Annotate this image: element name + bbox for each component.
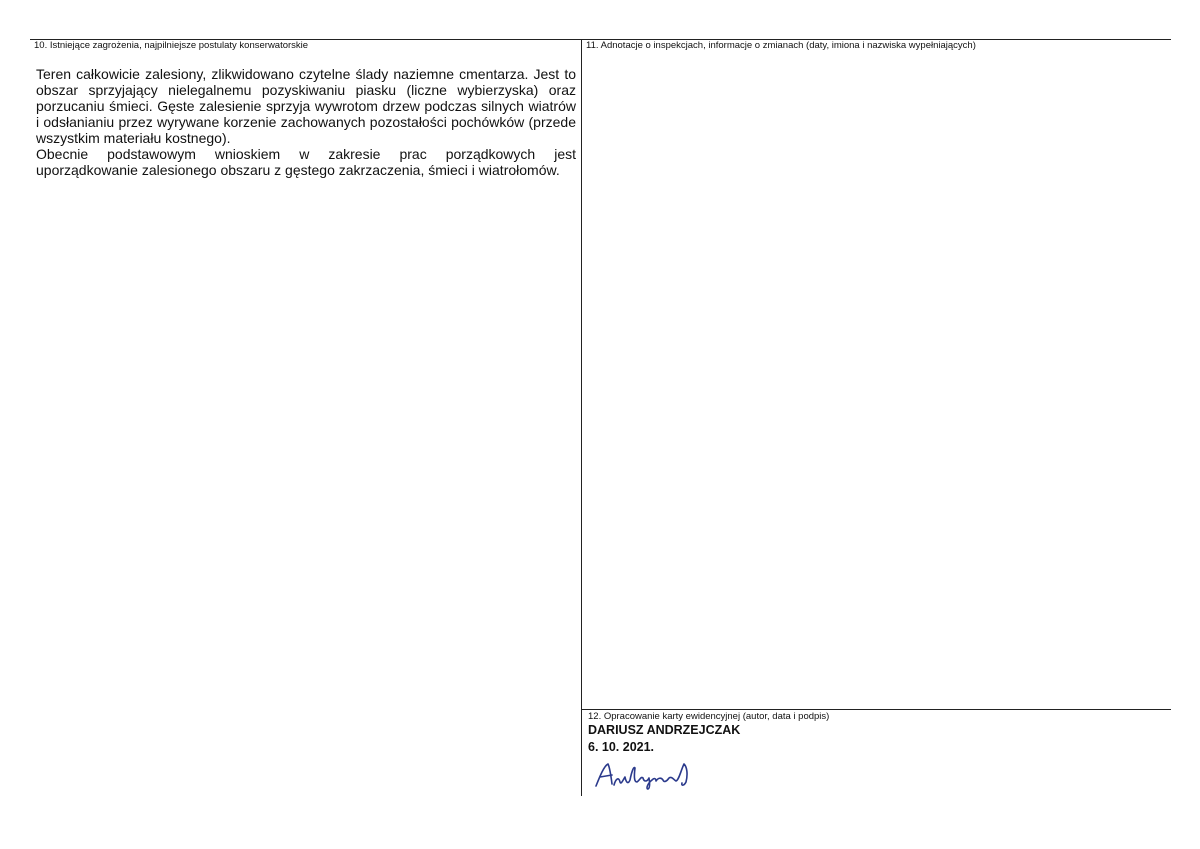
section-11-label: 11. Adnotacje o inspekcjach, informacje o zmianach (daty, imiona i nazwiska wypełniających) [586, 40, 976, 51]
section-10-content [36, 66, 576, 178]
column-divider [581, 39, 582, 796]
signature-icon [592, 758, 722, 790]
section-12-label: 12. Opracowanie karty ewidencyjnej (autor, data i podpis) [588, 711, 830, 722]
author-name: DARIUSZ ANDRZEJCZAK [588, 723, 741, 737]
author-date: 6. 10. 2021. [588, 740, 655, 754]
section-divider [581, 709, 1171, 710]
postulates-paragraph: Obecnie podstawowym wnioskiem w zakresie prac porządkowych jest uporządkowanie zalesionego obszaru z gęstego zakrzaczenia, śmieci i wiatrołomów. [36, 146, 576, 178]
section-10-label: 10. Istniejące zagrożenia, najpilniejsze postulaty konserwatorskie [34, 40, 309, 51]
threats-paragraph: Teren całkowicie zalesiony, zlikwidowano czytelne ślady naziemne cmentarza. Jest to obszar sprzyjający nielegalnemu pozyskiwaniu piasku (liczne wybierzyska) oraz porzucaniu śmieci. Gęste zalesienie sprzyja wywrotom drzew podczas silnych wiatrów i odsłanianiu przez wyrywane korzenie zachowanych pozostałości pochówków (przede wszystkim materiału kostnego). [36, 66, 576, 146]
